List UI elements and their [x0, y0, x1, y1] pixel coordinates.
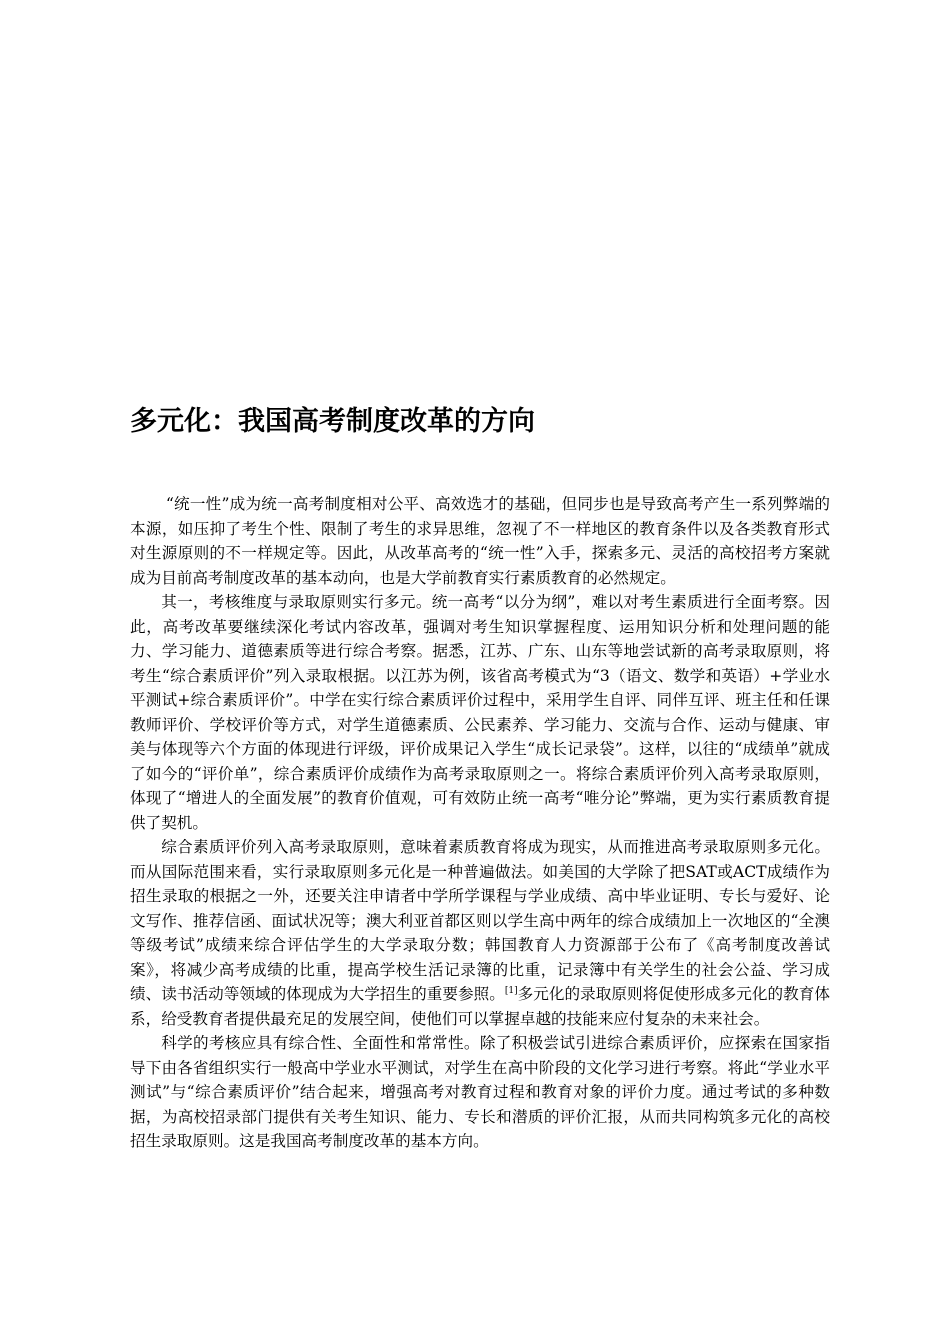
paragraph-2: 其一，考核维度与录取原则实行多元。统一高考“以分为纲”，难以对考生素质进行全面考察。因此，高考改革要继续深化考试内容改革，强调对考生知识掌握程度、运用知识分析和处理问题的能力、学习能力、道德素质等进行综合考察。据悉，江苏、广东、山东等地尝试新的高考录取原则，将考生“综合素质评价”列入录取根据。以江苏为例，该省高考模式为“3（语文、数学和英语）+学业水平测试+综合素质评价”。中学在实行综合素质评价过程中，采用学生自评、同伴互评、班主任和任课教师评价、学校评价等方式，对学生道德素质、公民素养、学习能力、交流与合作、运动与健康、审美与体现等六个方面的体现进行评级，评价成果记入学生“成长记录袋”。这样，以往的“成绩单”就成了如今的“评价单”，综合素质评价成绩作为高考录取原则之一。将综合素质评价列入高考录取原则，体现了“增进人的全面发展”的教育价值观，可有效防止统一高考“唯分论”弊端，更为实行素质教育提供了契机。 — [130, 593, 830, 832]
citation-marker: [1] — [504, 985, 518, 996]
paragraph-4: 科学的考核应具有综合性、全面性和常常性。除了积极尝试引进综合素质评价，应探索在国家指导下由各省组织实行一般高中学业水平测试，对学生在高中阶段的文化学习进行考察。将此“学业水平测试”与“综合素质评价”结合起来，增强高考对教育过程和教育对象的评价力度。通过考试的多种数据，为高校招录部门提供有关考生知识、能力、专长和潜质的评价汇报，从而共同构筑多元化的高校招生录取原则。这是我国高考制度改革的基本方向。 — [130, 1034, 830, 1150]
document-body — [130, 492, 830, 1154]
paragraph-3-text-b: 多元化的录取原则将促使形成多元化的教育体系，给受教育者提供最充足的发展空间，使他们可以掌握卓越的技能来应付复杂的未来社会。 — [130, 985, 830, 1028]
paragraph-3-text-a: 综合素质评价列入高考录取原则，意味着素质教育将成为现实，从而推进高考录取原则多元化。而从国际范围来看，实行录取原则多元化是一种普遍做法。如美国的大学除了把SAT或ACT成绩作为招生录取的根据之一外，还要关注申请者中学所学课程与学业成绩、高中毕业证明、专长与爱好、论文写作、推荐信函、面试状况等；澳大利亚首都区则以学生高中两年的综合成绩加上一次地区的“全澳等级考试”成绩来综合评估学生的大学录取分数；韩国教育人力资源部于公布了《高考制度改善试案》，将减少高考成绩的比重，提高学校生活记录簿的比重，记录簿中有关学生的社会公益、学习成绩、读书活动等领域的体现成为大学招生的重要参照。 — [130, 838, 830, 1003]
paragraph-3 — [130, 835, 830, 1031]
document-title: 多元化：我国高考制度改革的方向 — [130, 406, 535, 437]
paragraph-1: “统一性”成为统一高考制度相对公平、高效选才的基础，但同步也是导致高考产生一系列弊端的本源，如压抑了考生个性、限制了考生的求异思维，忽视了不一样地区的教育条件以及各类教育形式对生源原则的不一样规定等。因此，从改革高考的“统一性”入手，探索多元、灵活的高校招考方案就成为目前高考制度改革的基本动向，也是大学前教育实行素质教育的必然规定。 — [130, 495, 830, 587]
